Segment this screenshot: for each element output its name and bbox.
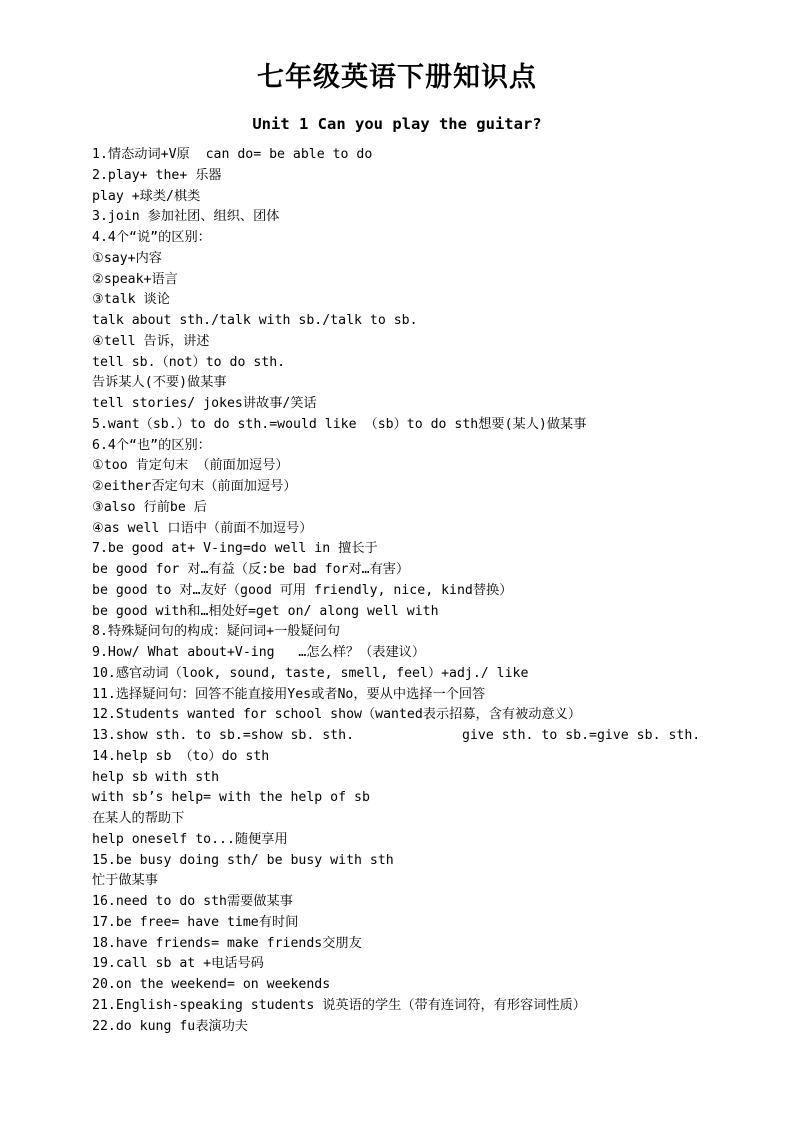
note-line: 21.English-speaking students 说英语的学生（带有连词符，有形容词性质） (92, 997, 586, 1013)
note-line: 5.want（sb.）to do sth.=would like （sb）to do sth想要(某人)做某事 (92, 416, 587, 432)
note-line: 12.Students wanted for school show（wanted表示招募，含有被动意义） (92, 707, 582, 723)
note-line-13-right: give sth. to sb.=give sb. sth. (462, 728, 701, 743)
page-title: 七年级英语下册知识点 (257, 62, 537, 93)
note-line: 3.join 参加社团、组织、团体 (92, 209, 280, 225)
note-line-13 (92, 726, 772, 747)
note-line: 4.4个“说”的区别： (92, 230, 211, 245)
note-line: 告诉某人(不要)做某事 (92, 375, 227, 391)
note-line: 22.do kung fu表演功夫 (92, 1018, 248, 1034)
note-line: 2.play+ the+ 乐器 (92, 167, 222, 183)
note-line: be good for 对…有益（反:be bad for对…有害） (92, 562, 410, 577)
note-line-13-left: 13.show sth. to sb.=show sb. sth. (92, 728, 355, 743)
note-line: ④as well 口语中（前面不加逗号） (92, 520, 313, 536)
note-line: play +球类/棋类 (92, 188, 201, 204)
note-line: 忙于做某事 (92, 873, 158, 889)
note-line: 20.on the weekend= on weekends (92, 977, 331, 992)
note-line: tell sb.（not）to do sth. (92, 354, 286, 370)
note-line: with sb’s help= with the help of sb (92, 790, 370, 806)
note-line: ②speak+语言 (92, 271, 178, 287)
note-line: tell stories/ jokes讲故事/笑话 (92, 396, 317, 411)
note-line: 6.4个“也”的区别： (92, 437, 211, 453)
note-line: ①too 肯定句末 （前面加逗号） (92, 458, 289, 474)
note-line: ④tell 告诉，讲述 (92, 333, 210, 349)
note-line: 18.have friends= make friends交朋友 (92, 935, 362, 951)
note-line: 16.need to do sth需要做某事 (92, 894, 293, 909)
note-line: ③also 行前be 后 (92, 499, 207, 515)
note-line: ②either否定句末（前面加逗号） (92, 479, 297, 494)
note-line: 8.特殊疑问句的构成：疑问词+一般疑问句 (92, 624, 341, 640)
note-line: 19.call sb at +电话号码 (92, 956, 264, 972)
note-lines (92, 145, 772, 1037)
note-line: 9.How/ What about+V-ing …怎么样？（表建议） (92, 645, 426, 660)
note-line: 在某人的帮助下 (92, 811, 185, 826)
note-line: ①say+内容 (92, 250, 162, 266)
note-line: help sb with sth (92, 769, 220, 785)
note-line: 11.选择疑问句：回答不能直接用Yes或者No，要从中选择一个回答 (92, 686, 486, 702)
note-line: talk about sth./talk with sb./talk to sb. (92, 313, 418, 328)
note-line: 17.be free= have time有时间 (92, 914, 299, 930)
note-line: be good to 对…友好（good 可用 friendly, nice, kind替换） (92, 582, 513, 598)
note-line: help oneself to...随便享用 (92, 831, 288, 847)
note-line: 1.情态动词+V原 can do= be able to do (92, 147, 373, 162)
note-line: 10.感官动词（look, sound, taste, smell, feel）+adj./ like (92, 665, 529, 681)
note-line: 7.be good at+ V-ing=do well in 擅长于 (92, 541, 378, 557)
unit-subtitle: Unit 1 Can you play the guitar? (252, 115, 542, 133)
note-line: be good with和…相处好=get on/ along well with (92, 603, 439, 619)
note-line: 14.help sb （to）do sth (92, 748, 270, 764)
note-line: 15.be busy doing sth/ be busy with sth (92, 852, 394, 868)
note-line: ③talk 谈论 (92, 292, 170, 308)
